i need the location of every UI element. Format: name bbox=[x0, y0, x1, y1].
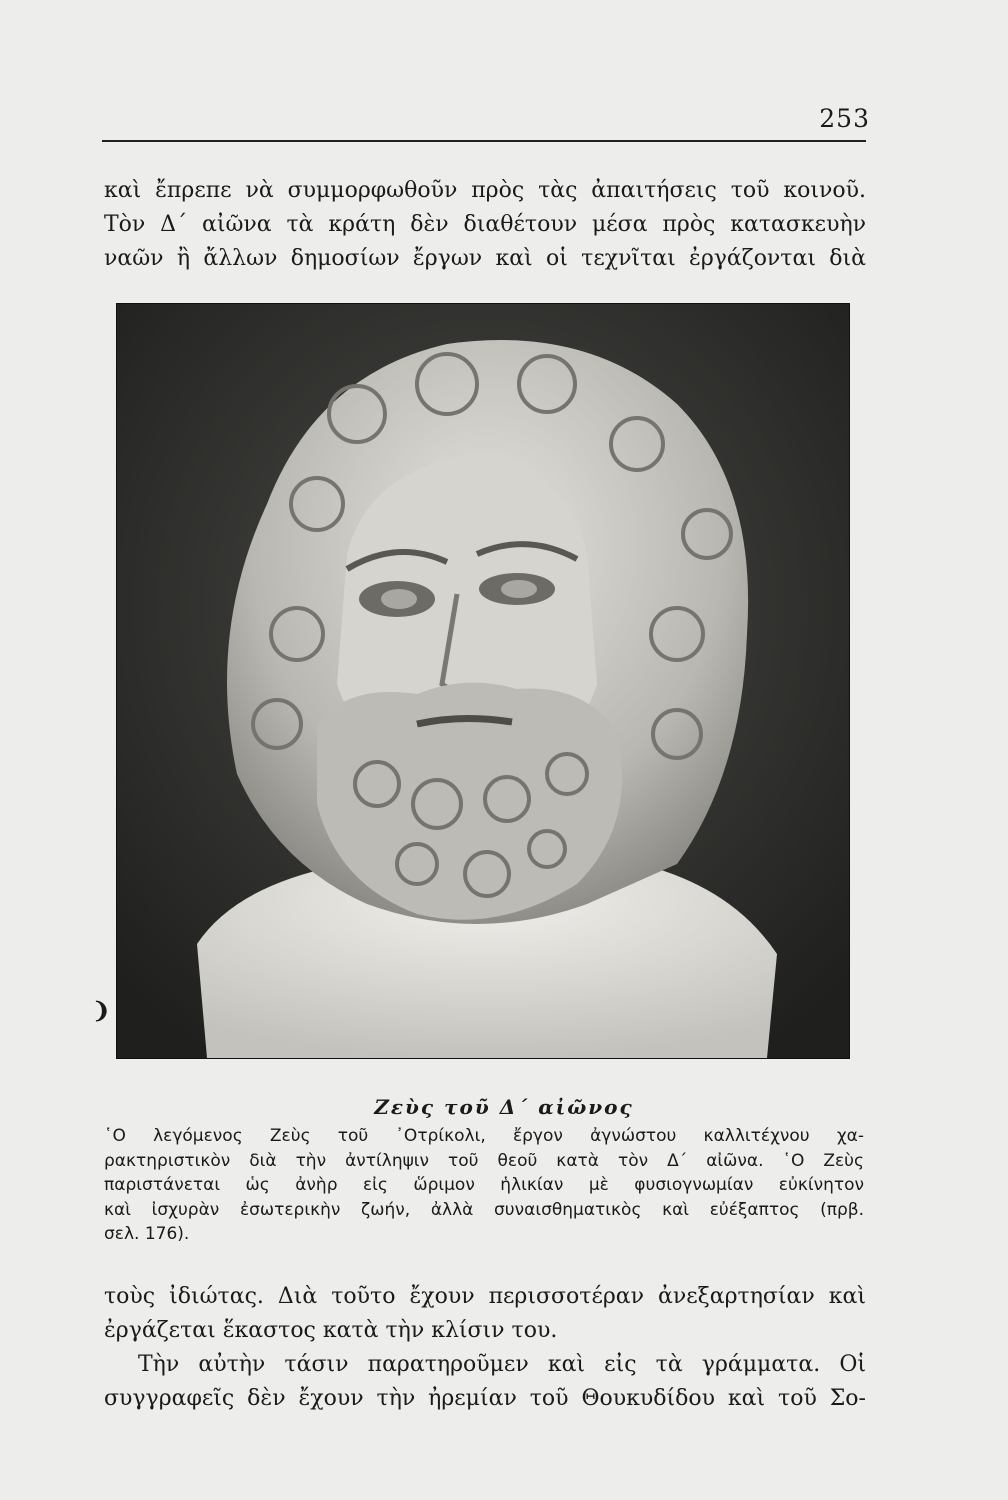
figure-caption-title: Ζεὺς τοῦ Δ΄ αἰῶνος bbox=[374, 1095, 634, 1119]
text-line: ἐργάζεται ἕκαστος κατὰ τὴν κλίσιν του. bbox=[104, 1318, 558, 1343]
text-line: Τὸν Δ΄ αἰῶνα τὰ κράτη δὲν διαθέτουν μέσα πρὸς κατασκευὴν bbox=[104, 212, 866, 237]
figure-caption-text bbox=[104, 1124, 864, 1247]
margin-mark: ❩ bbox=[92, 998, 111, 1024]
text-line: συγγραφεῖς δὲν ἔχουν τὴν ἠρεμίαν τοῦ Θουκυδίδου καὶ τοῦ Σο- bbox=[104, 1386, 866, 1411]
top-paragraph bbox=[104, 174, 866, 276]
text-line: τοὺς ἰδιώτας. Διὰ τοῦτο ἔχουν περισσοτέραν ἀνεξαρτησίαν καὶ bbox=[104, 1284, 866, 1309]
text-line: ναῶν ἢ ἄλλων δημοσίων ἔργων καὶ οἱ τεχνῖται ἐργάζονται διὰ bbox=[104, 246, 866, 271]
page-number: 253 bbox=[819, 104, 870, 133]
caption-line: καὶ ἰσχυρὰν ἐσωτερικὴν ζωήν, ἀλλὰ συναισθηματικὸς καὶ εὐέξαπτος (πρβ. bbox=[104, 1199, 864, 1220]
caption-line: ρακτηριστικὸν διὰ τὴν ἀντίληψιν τοῦ θεοῦ κατὰ τὸν Δ΄ αἰῶνα. ῾Ο Ζεὺς bbox=[104, 1150, 864, 1171]
zeus-bust-photo bbox=[116, 303, 850, 1059]
caption-line: παριστάνεται ὡς ἀνὴρ εἰς ὥριμον ἡλικίαν μὲ φυσιογνωμίαν εὐκίνητον bbox=[104, 1175, 864, 1195]
bust-illustration bbox=[117, 304, 849, 1058]
caption-line: σελ. 176). bbox=[104, 1224, 190, 1244]
text-line: καὶ ἔπρεπε νὰ συμμορφωθοῦν πρὸς τὰς ἀπαιτήσεις τοῦ κοινοῦ. bbox=[104, 178, 866, 203]
header-rule bbox=[102, 140, 866, 142]
text-line: Τὴν αὐτὴν τάσιν παρατηροῦμεν καὶ εἰς τὰ γράμματα. Οἱ bbox=[138, 1352, 866, 1377]
caption-line: ῾Ο λεγόμενος Ζεὺς τοῦ ᾿Οτρίκολι, ἔργον ἀγνώστου καλλιτέχνου χα- bbox=[104, 1126, 864, 1146]
bottom-paragraph bbox=[104, 1280, 866, 1416]
